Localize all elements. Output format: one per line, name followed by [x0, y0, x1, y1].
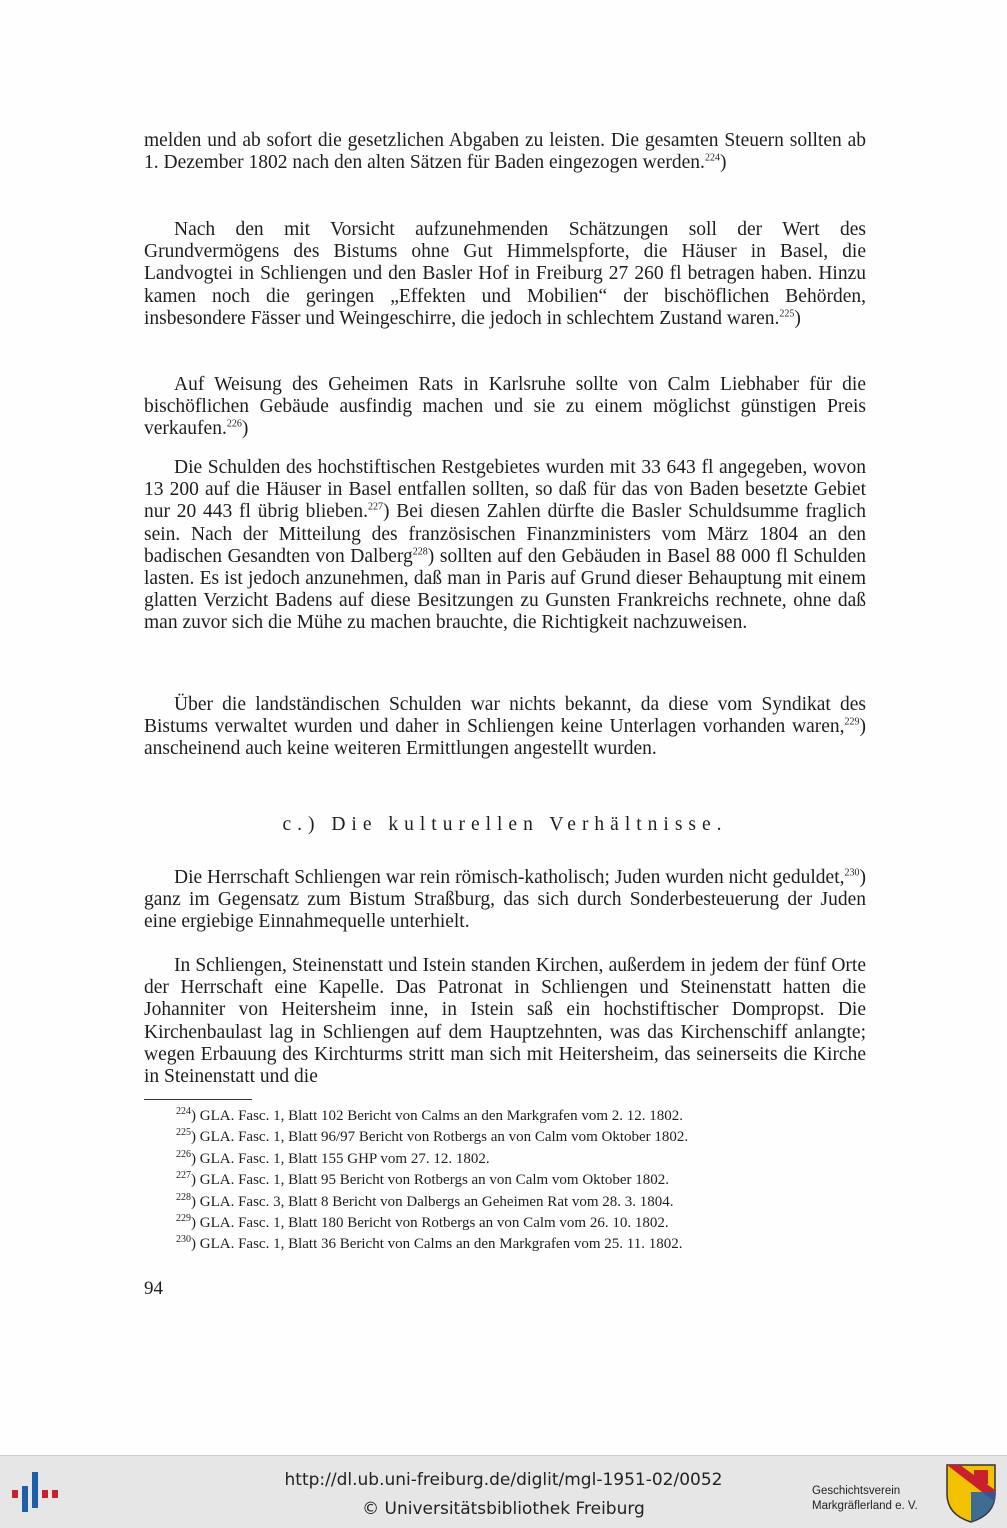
paragraph-1: melden und ab sofort die gesetzlichen Abgaben zu leisten. Die gesamten Steuern sollten ab 1. Dezember 1802 nach den alten Sätzen für Baden eingezogen werden.$^{224}$) [144, 130, 866, 174]
footnote: $^{226}$) GLA. Fasc. 1, Blatt 155 GHP vom 27. 12. 1802. [176, 1148, 490, 1167]
paragraph-4: Die Schulden des hochstiftischen Restgebietes wurden mit 33 643 fl angegeben, wovon 13 200 auf die Häuser in Basel entfallen sollten, so daß für das von Baden besetzte Gebiet nur 20 443 fl übrig blieben.$^{227}$) Bei diesen Zahlen dürfte die Basler Schuldsumme fraglich sein. Nach der Mitteilung des französischen Finanzministers vom März 1804 an den badischen Gesandten von Dalberg$^{228}$) sollten auf den Gebäuden in Basel 88 000 fl Schulden lasten. Es ist jedoch anzunehmen, daß man in Paris auf Grund dieser Behauptung mit einem glatten Verzicht Badens auf diese Besitzungen zu Gunsten Frankreichs rechnete, ohne daß man zuvor sich die Mühe zu machen brauchte, die Richtigkeit nachzuweisen. [144, 457, 866, 634]
footnote: $^{229}$) GLA. Fasc. 1, Blatt 180 Bericht von Rotbergs an von Calm vom 26. 10. 1802. [176, 1213, 669, 1232]
section-heading: c.) Die kulturellen Verhältnisse. [282, 814, 728, 835]
footnote: $^{224}$) GLA. Fasc. 1, Blatt 102 Bericht von Calms an den Markgrafen vom 2. 12. 1802. [176, 1106, 683, 1124]
verein-label: Geschichtsverein Markgräflerland e. V. [812, 1485, 918, 1512]
footnote: $^{225}$) GLA. Fasc. 1, Blatt 96/97 Bericht von Rotbergs an von Calm vom Oktober 1802. [176, 1127, 689, 1146]
paragraph-2: Nach den mit Vorsicht aufzunehmenden Schätzungen soll der Wert des Grundvermögens des Bistums ohne Gut Himmelspforte, die Häuser in Basel, die Landvogtei in Schliengen und den Basler Hof in Freiburg 27 260 fl betragen haben. Hinzu kamen noch die geringen „Effekten und Mobilien“ der bischöflichen Behörden, insbesondere Fässer und Weingeschirre, die jedoch in schlechtem Zustand waren.$^{225}$) [144, 219, 866, 329]
footnote: $^{228}$) GLA. Fasc. 3, Blatt 8 Bericht von Dalbergs an Geheimen Rat vom 28. 3. 1804. [176, 1191, 674, 1210]
paragraph-5: Über die landständischen Schulden war nichts bekannt, da diese vom Syndikat des Bistums verwaltet wurden und daher in Schliengen keine Unterlagen vorhanden waren,$^{229}$) anscheinend auch keine weiteren Ermittlungen angestellt wurden. [144, 694, 866, 760]
permalink-url[interactable]: http://dl.ub.uni-freiburg.de/diglit/mgl-1951-02/0052 [284, 1470, 723, 1490]
copyright-text: © Universitätsbibliothek Freiburg [362, 1499, 645, 1519]
footnotes [176, 1106, 866, 1256]
coat-of-arms-icon[interactable] [944, 1462, 998, 1524]
paragraph-3: Auf Weisung des Geheimen Rats in Karlsruhe sollte von Calm Liebhaber für die bischöflichen Gebäude ausfindig machen und sie zu einem möglichst günstigen Preis verkaufen.$^{226}$) [144, 374, 866, 440]
viewer-footer [0, 1455, 1007, 1528]
footnote: $^{227}$) GLA. Fasc. 1, Blatt 95 Bericht von Rotbergs an von Calm vom Oktober 1802. [176, 1170, 670, 1189]
footnote-divider [144, 1099, 252, 1100]
footnote: $^{230}$) GLA. Fasc. 1, Blatt 36 Bericht von Calms an den Markgrafen vom 25. 11. 1802. [176, 1234, 683, 1253]
paragraph-6: Die Herrschaft Schliengen war rein römisch-katholisch; Juden wurden nicht geduldet,$^{230}$) ganz im Gegensatz zum Bistum Straßburg, das sich durch Sonderbesteuerung der Juden eine ergiebige Einnahmequelle unterhielt. [144, 867, 866, 933]
page-number: 94 [144, 1278, 163, 1299]
paragraph-7: In Schliengen, Steinenstatt und Istein standen Kirchen, außerdem in jedem der fünf Orte der Herrschaft eine Kapelle. Das Patronat in Schliengen und Steinenstatt hatten die Johanniter von Heitersheim inne, in Istein saß ein hochstiftischer Dompropst. Die Kirchenbaulast lag in Schliengen auf dem Hauptzehnten, was das Kirchenschiff anlangte; wegen Erbauung des Kirchturms stritt man sich mit Heitersheim, das seinerseits die Kirche in Steinenstatt und die [144, 955, 866, 1088]
